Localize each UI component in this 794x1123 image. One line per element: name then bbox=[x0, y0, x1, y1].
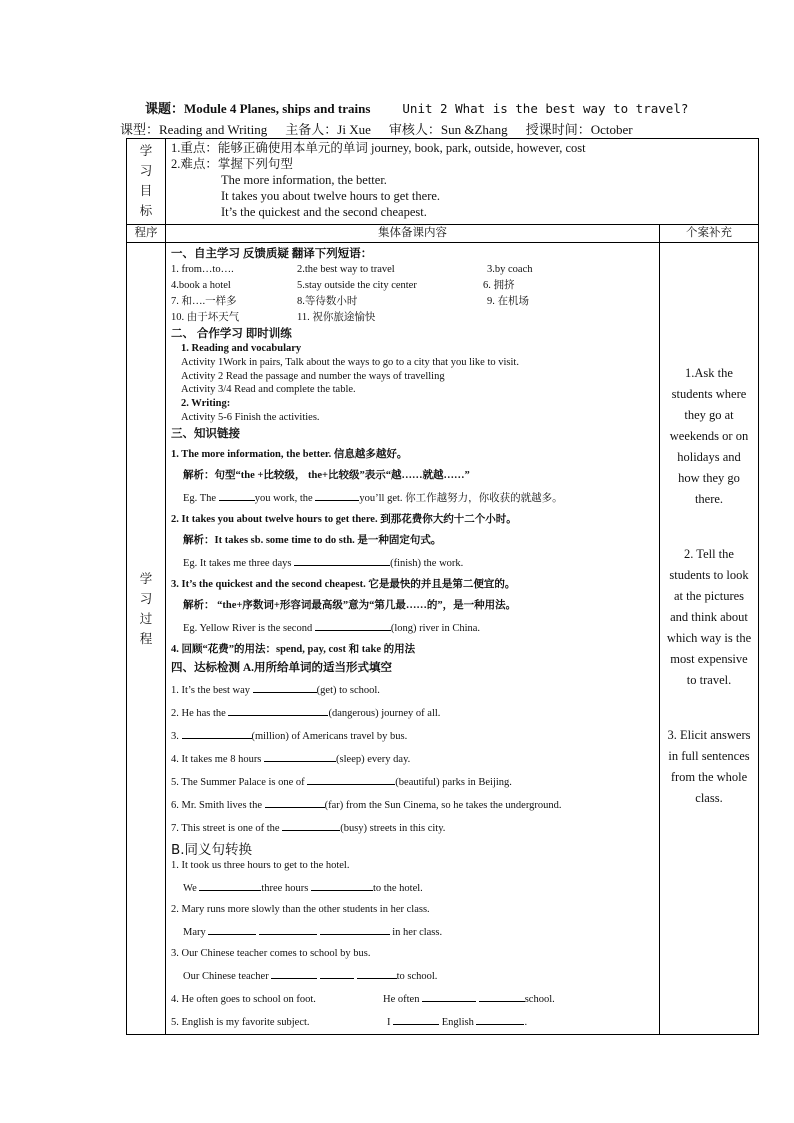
knowledge-point: 4. 回顾“花费”的用法：spend, pay, cost 和 take 的用法 bbox=[171, 644, 416, 655]
goal-difficult-points: 2.难点：掌握下列句型 bbox=[171, 157, 293, 171]
exercise-item: 7. This street is one of the (busy) streets in this city. bbox=[171, 819, 654, 837]
exercise-item: 3. (million) of Americans travel by bus. bbox=[171, 727, 654, 745]
unit-title: Unit 2 What is the best way to travel? bbox=[402, 101, 689, 116]
goal-sentence: The more information, the better. bbox=[221, 173, 387, 187]
exercise-item: 2. He has the (dangerous) journey of all. bbox=[171, 704, 654, 722]
phrase-row: 10. 由于坏天气 11. 祝你旅途愉快 bbox=[171, 312, 376, 323]
note-2: 2. Tell the students to look at the pictures and think about which way is the most expensive to travel. bbox=[666, 547, 752, 687]
exercise-item: 2. Mary runs more slowly than the other students in her class. bbox=[171, 904, 430, 915]
knowledge-point: 3. It’s the quickest and the second cheapest. 它是最快的并且是第二便宜的。 bbox=[171, 579, 516, 590]
analysis: 解析：It takes sb. some time to do sth. 是一种固定句式。 bbox=[183, 535, 442, 546]
process-label: 学 习 过 程 bbox=[127, 243, 166, 1035]
goal-sentence: It takes you about twelve hours to get there. bbox=[221, 189, 441, 203]
goal-key-points: 1.重点：能够正确使用本单元的单词 journey, book, park, outside, however, cost bbox=[171, 141, 586, 155]
preparer: 主备人：Ji Xue bbox=[285, 122, 371, 137]
note-3: 3. Elicit answers in full sentences from the whole class. bbox=[667, 728, 751, 805]
knowledge-point: 1. The more information, the better. 信息越多越好。 bbox=[171, 449, 408, 460]
section-paraphrase: B.同义句转换 bbox=[171, 842, 253, 858]
header-procedure: 程序 bbox=[127, 225, 166, 243]
activity-item: Activity 1Work in pairs, Talk about the ways to go to a city that you like to visit. bbox=[181, 357, 519, 368]
example: Eg. Yellow River is the second (long) river in China. bbox=[171, 619, 654, 637]
exercise-item: 1. It’s the best way (get) to school. bbox=[171, 681, 654, 699]
example: Eg. The you work, the you’ll get. 你工作越努力，你收获的就越多。 bbox=[171, 489, 654, 507]
exercise-answer-line: Our Chinese teacher to school. bbox=[171, 967, 654, 985]
lesson-time: 授课时间：October bbox=[525, 122, 633, 137]
section-self-study: 一、自主学习 反馈质疑 翻译下列短语： bbox=[171, 248, 373, 260]
goal-sentence: It’s the quickest and the second cheapest. bbox=[221, 205, 427, 219]
exercise-answer-line: We three hours to the hotel. bbox=[171, 879, 654, 897]
lesson-meta bbox=[120, 119, 740, 138]
header-notes: 个案补充 bbox=[660, 225, 759, 243]
process-content: 一、自主学习 反馈质疑 翻译下列短语： 1. from…to…. 2.the best way to travel 3.by coach 4.book a hotel 5.stay outside the city center 6. 拥挤 7. 和….一样多 8.等待数小时 9. 在机场 10. 由于坏天气 11. 祝你旅途愉快 二、 合作学习 即时训练 1. Reading and vocabulary Activity 1Work in pairs, Talk about the ways to go to a city that you like to visit. Activity 2 Read the passage and number the ways of travelling Activity 3/4 Read and complete the table. 2. Writing: Activity 5-6 Finish the activities. 三、知识链接 1. The more information, the better. 信息越多越好。 解析：句型“the +比较级， the+比较级”表示“越……就越……” Eg. The you work, the you’ll get. 你工作越努力，你收获的就越多。 2. It takes you about twelve hours to get there. 到那花费你大约十二个小时。 解析：It takes sb. some time to do sth. 是一种固定句式。 Eg. It takes me three days (finish) the work. 3. It’s the quickest and the second cheapest. 它是最快的并且是第二便宜的。 解析： “the+序数词+形容词最高级”意为“第几最……的”，是一种用法。 Eg. Yellow River is the second (long) river in China. 4. 回顾“花费”的用法：spend, pay, cost 和 take 的用法 四、达标检测 A.用所给单词的适当形式填空 1. It’s the best way (get) to school. 2. He has the (dangerous) journey of all. 3. (million) of Americans travel by bus. 4. It takes me 8 hours (sleep) every day. 5. The Summer Palace is one of (beautiful) parks in Beijing. 6. Mr. Smith lives the (far) from the Sun Cinema, so he takes the underground. 7. This street is one of the (busy) streets in this city. B.同义句转换 1. It took us three hours to get to the hotel. We three hours to the hotel. 2. Mary runs more slowly than the other students in her class. Mary in her class. 3. Our Chinese teacher comes to school by bus. Our Chinese teacher to school. 4. He often goes to school on foot. He often school. 5. English is my favorite subject. I English . bbox=[166, 243, 660, 1035]
exercise-item: 4. It takes me 8 hours (sleep) every day. bbox=[171, 750, 654, 768]
activity-item: Activity 2 Read the passage and number the ways of travelling bbox=[181, 370, 445, 382]
activity-item: Activity 3/4 Read and complete the table. bbox=[181, 384, 356, 395]
exercise-item: 1. It took us three hours to get to the hotel. bbox=[171, 860, 350, 871]
analysis: 解析：句型“the +比较级， the+比较级”表示“越……就越……” bbox=[183, 470, 470, 481]
lesson-type: 课型：Reading and Writing bbox=[120, 122, 268, 137]
note-1: 1.Ask the students where they go at weekends or on holidays and how they go there. bbox=[669, 366, 749, 506]
learning-goals bbox=[166, 139, 759, 225]
example: Eg. It takes me three days (finish) the work. bbox=[171, 554, 654, 572]
lesson-title: 课题：Module 4 Planes, ships and trains Unit 2 What is the best way to travel? bbox=[145, 101, 689, 116]
phrase-row: 7. 和….一样多 8.等待数小时 9. 在机场 bbox=[171, 296, 529, 307]
exercise-item: 4. He often goes to school on foot. He often school. bbox=[171, 990, 654, 1008]
phrase-row: 4.book a hotel 5.stay outside the city center 6. 拥挤 bbox=[171, 280, 515, 291]
section-test: 四、达标检测 A.用所给单词的适当形式填空 bbox=[171, 662, 393, 674]
exercise-item: 5. The Summer Palace is one of (beautiful) parks in Beijing. bbox=[171, 773, 654, 791]
goals-label: 学 习 目 标 bbox=[127, 139, 166, 225]
exercise-item: 6. Mr. Smith lives the (far) from the Sun Cinema, so he takes the underground. bbox=[171, 796, 654, 814]
knowledge-point: 2. It takes you about twelve hours to get there. 到那花费你大约十二个小时。 bbox=[171, 514, 517, 525]
exercise-item: 5. English is my favorite subject. I English . bbox=[171, 1013, 654, 1031]
header-content: 集体备课内容 bbox=[166, 225, 660, 243]
exercise-item: 3. Our Chinese teacher comes to school by bus. bbox=[171, 948, 371, 959]
teacher-notes bbox=[660, 243, 759, 1035]
exercise-answer-line: Mary in her class. bbox=[171, 923, 654, 941]
reviewer: 审核人：Sun &Zhang bbox=[388, 122, 508, 137]
section-knowledge: 三、知识链接 bbox=[171, 428, 240, 440]
lesson-plan-table bbox=[126, 138, 759, 1035]
phrase-row: 1. from…to…. 2.the best way to travel 3.by coach bbox=[171, 264, 533, 275]
module-title: Module 4 Planes, ships and trains bbox=[184, 101, 371, 116]
section-cooperative: 二、 合作学习 即时训练 bbox=[171, 328, 292, 340]
activity-item: Activity 5-6 Finish the activities. bbox=[181, 411, 320, 423]
analysis: 解析： “the+序数词+形容词最高级”意为“第几最……的”，是一种用法。 bbox=[183, 600, 517, 611]
